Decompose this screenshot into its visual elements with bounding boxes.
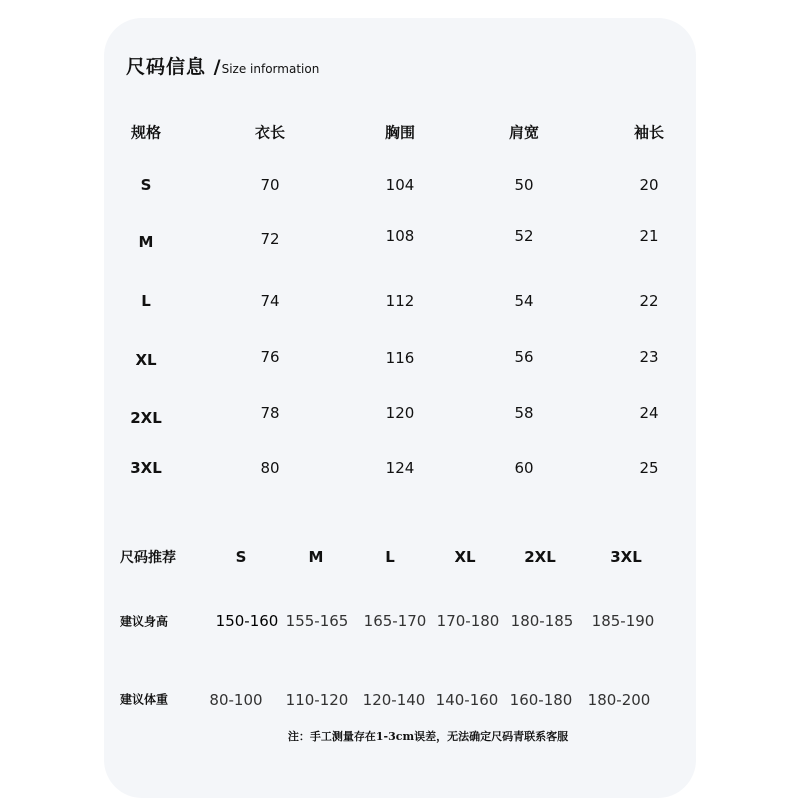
weight-range: 120-140 — [362, 691, 426, 709]
size-label: L — [141, 292, 151, 310]
recommend-size: M — [308, 548, 324, 566]
size-table-header: 规格 — [130, 123, 162, 142]
height-range: 170-180 — [436, 612, 500, 630]
size-table-cell: 25 — [639, 459, 659, 477]
title-main: 尺码信息 — [126, 56, 207, 78]
size-table-cell: 74 — [260, 292, 280, 310]
title-sub: Size information — [221, 62, 320, 76]
size-table-cell: 58 — [514, 404, 534, 422]
size-table-cell: 60 — [514, 459, 534, 477]
weight-range: 80-100 — [209, 691, 263, 709]
size-label: S — [140, 176, 152, 194]
title-slash: / — [213, 56, 222, 78]
recommend-size: S — [235, 548, 247, 566]
size-table-cell: 120 — [385, 404, 415, 422]
size-table-cell: 20 — [639, 176, 659, 194]
size-table-cell: 72 — [260, 230, 280, 248]
size-table-cell: 56 — [514, 348, 534, 366]
weight-label: 建议体重 — [119, 692, 169, 707]
size-table-header: 袖长 — [633, 123, 665, 142]
size-table-cell: 116 — [385, 349, 415, 367]
height-label: 建议身高 — [119, 614, 169, 629]
measurement-note: 注：手工测量存在1-3cm误差，无法确定尺码青联系客服 — [287, 730, 569, 743]
weight-range: 110-120 — [285, 691, 349, 709]
weight-range: 160-180 — [509, 691, 573, 709]
size-table-header: 肩宽 — [508, 123, 540, 142]
size-table-cell: 22 — [639, 292, 659, 310]
size-table-cell: 124 — [385, 459, 415, 477]
recommend-size: L — [385, 548, 395, 566]
size-label: 3XL — [130, 459, 162, 477]
recommend-size: 3XL — [610, 548, 642, 566]
size-label: M — [138, 233, 154, 251]
size-table-cell: 104 — [385, 176, 415, 194]
recommend-size: XL — [454, 548, 476, 566]
size-table-cell: 21 — [639, 227, 659, 245]
recommend-header-label: 尺码推荐 — [120, 550, 176, 566]
size-table-header: 衣长 — [254, 123, 286, 142]
size-table-cell: 50 — [514, 176, 534, 194]
size-table-cell: 112 — [385, 292, 415, 310]
size-table-cell: 52 — [514, 227, 534, 245]
recommend-size: 2XL — [524, 548, 556, 566]
page-title — [126, 52, 319, 79]
size-table-cell: 23 — [639, 348, 659, 366]
size-table-cell: 70 — [260, 176, 280, 194]
size-table-header: 胸围 — [384, 123, 416, 142]
size-label: XL — [135, 351, 157, 369]
weight-range: 180-200 — [587, 691, 651, 709]
height-range: 165-170 — [363, 612, 427, 630]
height-range: 150-160 — [215, 612, 279, 630]
height-range: 155-165 — [285, 612, 349, 630]
size-table-cell: 54 — [514, 292, 534, 310]
size-table-cell: 108 — [385, 227, 415, 245]
size-table-cell: 78 — [260, 404, 280, 422]
size-label: 2XL — [130, 409, 162, 427]
height-range: 180-185 — [510, 612, 574, 630]
weight-range: 140-160 — [435, 691, 499, 709]
height-range: 185-190 — [591, 612, 655, 630]
size-table-cell: 76 — [260, 348, 280, 366]
size-table-cell: 24 — [639, 404, 659, 422]
size-table-cell: 80 — [260, 459, 280, 477]
